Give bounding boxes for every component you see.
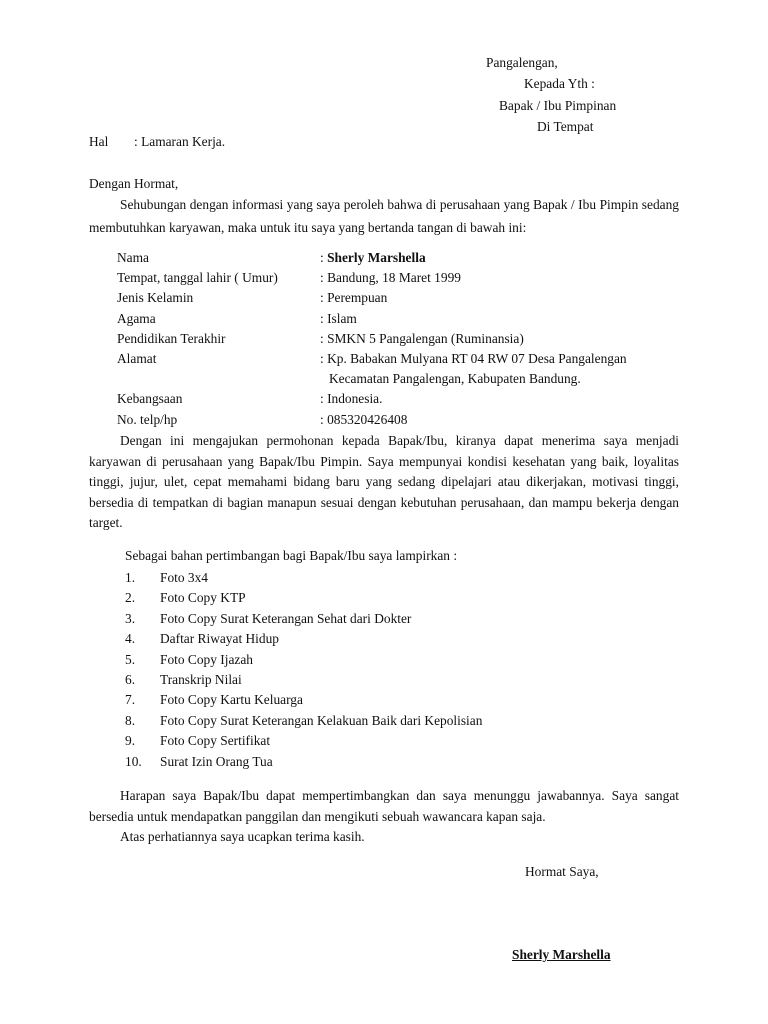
list-item: 3. Foto Copy Surat Keterangan Sehat dari Dokter xyxy=(125,610,412,626)
applicant-name: Sherly Marshella xyxy=(327,250,426,265)
detail-label: Jenis Kelamin xyxy=(117,290,194,306)
recipient-block xyxy=(486,52,646,137)
detail-row xyxy=(117,268,627,288)
detail-row xyxy=(117,288,627,308)
list-item: 5. Foto Copy Ijazah xyxy=(125,651,253,667)
list-item: 8. Foto Copy Surat Keterangan Kelakuan Baik dari Kepolisian xyxy=(125,712,483,728)
detail-row xyxy=(117,329,627,349)
recipient-to: Kepada Yth : xyxy=(524,76,595,92)
attachments-list xyxy=(125,568,482,772)
detail-value: : SMKN 5 Pangalengan (Ruminansia) xyxy=(320,330,524,346)
detail-row xyxy=(117,349,627,369)
detail-value: : Indonesia. xyxy=(320,391,383,407)
detail-label: No. telp/hp xyxy=(117,411,178,427)
list-item: 1. Foto 3x4 xyxy=(125,570,208,585)
list-item: 6. Transkrip Nilai xyxy=(125,671,242,687)
thanks-line: Atas perhatiannya saya ucapkan terima kasih. xyxy=(120,829,365,844)
list-item: 4. Daftar Riwayat Hidup xyxy=(125,631,279,647)
intro-paragraph: Sehubungan dengan informasi yang saya peroleh bahwa di perusahaan yang Bapak / Ibu Pimpin sedang membutuhkan karyawan, maka untuk itu saya yang bertanda tangan di bawah ini: xyxy=(89,197,679,235)
detail-value: : Kp. Babakan Mulyana RT 04 RW 07 Desa Pangalengan xyxy=(320,351,627,367)
detail-row xyxy=(117,309,627,329)
detail-label: Tempat, tanggal lahir ( Umur) xyxy=(117,270,278,286)
subject-line xyxy=(89,132,225,152)
subject-label: Hal xyxy=(89,134,109,149)
detail-label: Agama xyxy=(117,310,156,326)
list-item: 7. Foto Copy Kartu Keluarga xyxy=(125,692,303,708)
recipient-place: Di Tempat xyxy=(537,118,594,134)
list-item: 2. Foto Copy KTP xyxy=(125,590,246,606)
detail-value: : Bandung, 18 Maret 1999 xyxy=(320,270,461,286)
applicant-details xyxy=(117,248,627,430)
attachments-intro: Sebagai bahan pertimbangan bagi Bapak/Ibu saya lampirkan : xyxy=(125,548,458,563)
detail-value: : Islam xyxy=(320,310,357,326)
closing-paragraph-text: Harapan saya Bapak/Ibu dapat mempertimbangkan dan saya menunggu jawabannya. Saya sangat bersedia untuk mendapatkan panggilan dan mengikuti sebuah wawancara kapan saja. xyxy=(89,788,679,824)
detail-value: : 085320426408 xyxy=(320,411,408,427)
closing-paragraph xyxy=(89,786,679,848)
detail-row-continuation xyxy=(117,369,627,389)
detail-row xyxy=(117,389,627,409)
detail-label: Nama xyxy=(117,250,149,265)
detail-label: Pendidikan Terakhir xyxy=(117,330,226,346)
city: Pangalengan, xyxy=(486,55,558,70)
detail-value: : Sherly Marshella xyxy=(320,250,426,265)
detail-label: Kebangsaan xyxy=(117,391,183,407)
closing-salutation: Hormat Saya, xyxy=(525,864,599,879)
detail-row xyxy=(117,248,627,268)
detail-value: : Perempuan xyxy=(320,290,388,306)
request-paragraph: Dengan ini mengajukan permohonan kepada Bapak/Ibu, kiranya dapat menerima saya menjadi karyawan di perusahaan yang Bapak/Ibu Pimpin. Saya mempunyai kondisi kesehatan yang baik, loyalitas tinggi, jujur, ulet, cepat memahami bidang baru yang sedang dipelajari atau dikerjakan, motivasi tinggi, bersedia di tempatkan di bagian manapun sesuai dengan kebutuhan perusahaan, dan mampu bekerja dengan target. xyxy=(89,433,679,530)
greeting: Dengan Hormat, xyxy=(89,176,179,191)
detail-value-continuation: Kecamatan Pangalengan, Kabupaten Bandung. xyxy=(329,371,581,387)
subject-value: : Lamaran Kerja. xyxy=(134,134,226,149)
list-item: 9. Foto Copy Sertifikat xyxy=(125,733,271,749)
signature-name: Sherly Marshella xyxy=(512,947,611,962)
list-item: 10. Surat Izin Orang Tua xyxy=(125,753,273,769)
detail-label: Alamat xyxy=(117,351,157,367)
recipient-addressee: Bapak / Ibu Pimpinan xyxy=(499,97,617,113)
detail-row xyxy=(117,410,627,430)
